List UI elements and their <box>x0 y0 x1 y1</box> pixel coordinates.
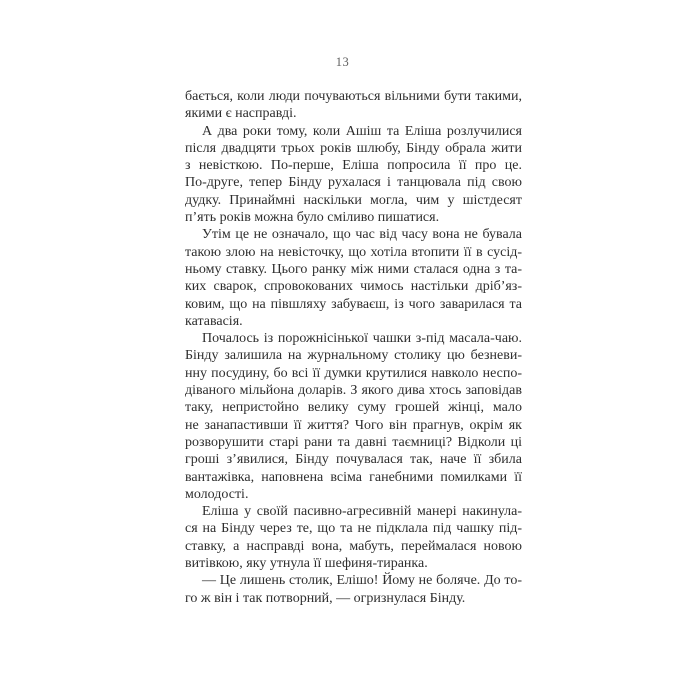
text-line: Почалось із порожнісінької чашки з-під масала-чаю. <box>202 331 522 347</box>
text-block <box>185 88 522 607</box>
text-line: п’ять років можна було сміливо пишатися. <box>185 210 440 226</box>
text-line: Утім це не означало, що час від часу вона не бувала <box>202 227 522 243</box>
text-line: вантажівка, наповнена всіма ганебними помилками її <box>185 469 522 485</box>
text-line: По-друге, тепер Бінду рухалася і танцювала під свою <box>185 175 522 191</box>
paragraph <box>185 572 522 607</box>
text-line: Бінду залишила на журнальному столику цю безневи- <box>185 348 522 364</box>
text-line: діваного мільйона доларів. З якого дива хтось заповідав <box>185 383 522 399</box>
text-line: після двадцяти трьох років шлюбу, Бінду обрала жити <box>185 140 522 156</box>
paragraph <box>185 88 522 123</box>
text-line: ся на Бінду через те, що та не підклала під чашку під- <box>185 521 522 537</box>
paragraph <box>185 226 522 330</box>
text-line: не занапастивши її життя? Чого він прагнув, окрім як <box>185 417 522 433</box>
text-line: молодості. <box>185 486 249 502</box>
text-line: катавасія. <box>185 313 243 329</box>
text-line: ковим, що на півшляху забуваєш, із чого заварилася та <box>185 296 522 312</box>
text-line: таку, непристойно велику суму грошей жінці, мало <box>185 400 522 416</box>
text-line: дудку. Принаймні наскільки могла, чим у шістдесят <box>185 192 522 208</box>
text-line: го ж він і так потворний, — огризнулася Бінду. <box>185 590 466 606</box>
text-line: витівкою, яку утнула її шефиня-тиранка. <box>185 556 428 572</box>
text-line: з невісткою. По-перше, Еліша попросила її про це. <box>185 158 522 174</box>
text-line: такою злою на невісточку, що хотіла втопити її в сусід- <box>185 244 522 260</box>
text-line: Еліша у своїй пасивно-агресивній манері накинула- <box>202 504 522 520</box>
text-line: бається, коли люди почуваються вільними бути такими, <box>185 89 522 104</box>
paragraph <box>185 503 522 572</box>
text-line: ставку, а насправді вона, мабуть, переймалася новою <box>185 538 522 554</box>
text-line: ких сварок, спровокованих чимось настільки дріб’яз- <box>185 279 522 295</box>
page-number: 13 <box>335 55 350 69</box>
text-line: нну посудину, бо всі її думки крутилися навколо неспо- <box>185 365 522 381</box>
text-line: А два роки тому, коли Ашіш та Еліша розлучилися <box>202 123 522 139</box>
text-line: гроші з’явилися, Бінду почувалася так, наче її збила <box>185 452 522 468</box>
text-line: ньому ставку. Цього ранку між ними сталася одна з та- <box>185 261 522 277</box>
paragraph <box>185 330 522 503</box>
text-line: — Це лишень столик, Елішо! Йому не боляче. До то- <box>202 573 522 589</box>
text-line: якими є насправді. <box>185 106 297 122</box>
paragraph <box>185 123 522 227</box>
text-line: розворушити старі рани та давні таємниці? Відколи ці <box>185 434 522 450</box>
